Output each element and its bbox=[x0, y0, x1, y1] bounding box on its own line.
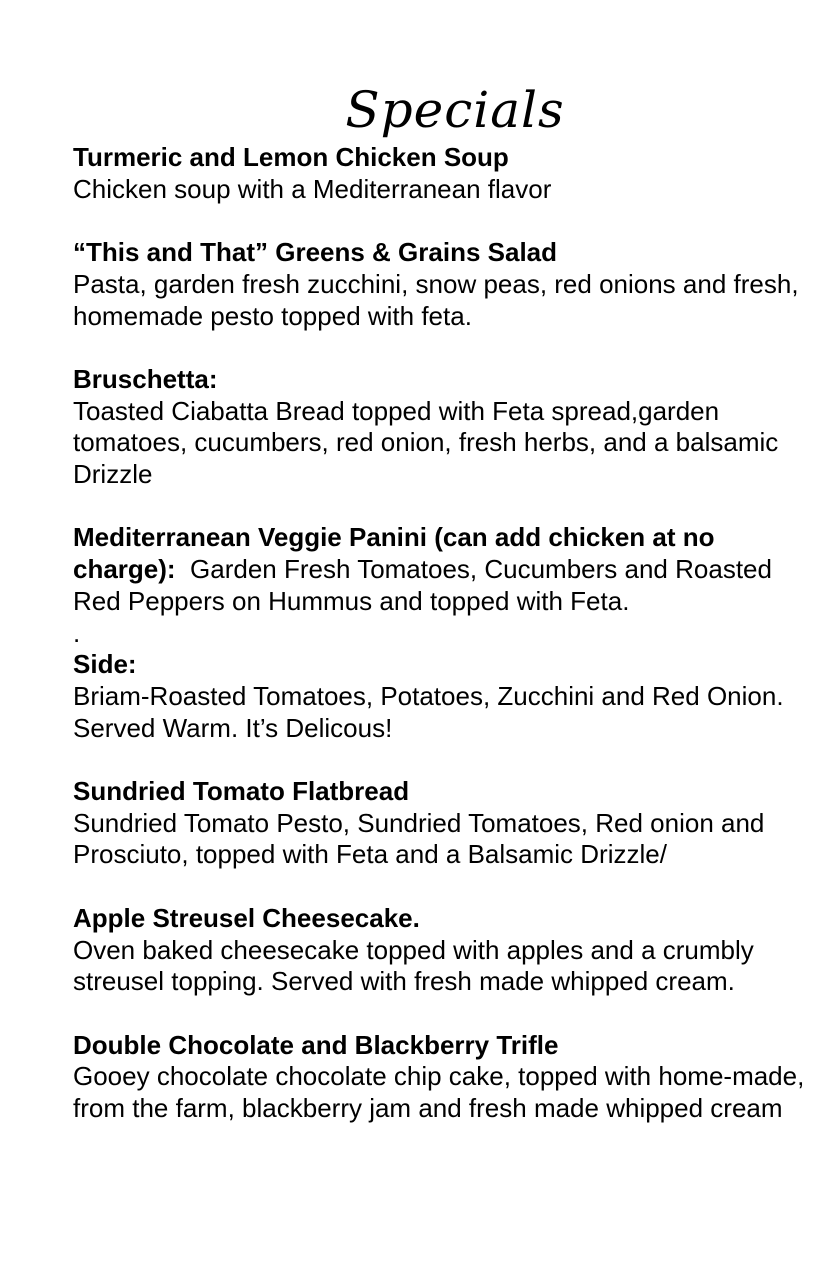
spacer bbox=[73, 491, 823, 523]
spacer bbox=[73, 332, 823, 364]
spacer bbox=[73, 871, 823, 903]
menu-item-cheesecake bbox=[73, 903, 823, 998]
menu-item-description: Sundried Tomato Pesto, Sundried Tomatoes, Red onion and Prosciuto, topped with Feta and a Balsamic Drizzle/ bbox=[73, 807, 765, 870]
menu-item-description: Chicken soup with a Mediterranean flavor bbox=[73, 173, 552, 204]
menu-item-description: Gooey chocolate chocolate chip cake, topped with home-made, from the farm, blackberry jam and fresh made whipped cream bbox=[73, 1061, 805, 1123]
menu-item-title: Turmeric and Lemon Chicken Soup bbox=[73, 142, 509, 172]
menu-item-description: Briam-Roasted Tomatoes, Potatoes, Zucchini and Red Onion. Served Warm. It’s Delicous! bbox=[73, 680, 784, 743]
stray-dot: . bbox=[73, 617, 81, 648]
menu-item-panini bbox=[73, 522, 823, 617]
menu-item-title: Apple Streusel Cheesecake. bbox=[73, 902, 420, 933]
specials-menu bbox=[73, 78, 823, 1125]
menu-item-description: Oven baked cheesecake topped with apples and a crumbly streusel topping. Served with fresh made whipped cream. bbox=[73, 934, 754, 997]
menu-item-bruschetta bbox=[73, 364, 823, 491]
menu-item-description: Pasta, garden fresh zucchini, snow peas, red onions and fresh, homemade pesto topped with feta. bbox=[73, 268, 799, 331]
spacer bbox=[73, 205, 823, 237]
menu-item-soup bbox=[73, 142, 823, 205]
menu-item-trifle bbox=[73, 1030, 823, 1125]
spacer bbox=[73, 998, 823, 1030]
menu-item-title: Mediterranean Veggie Panini (can add chicken at no charge): bbox=[73, 522, 715, 585]
menu-item-title: Double Chocolate and Blackberry Trifle bbox=[73, 1029, 559, 1060]
menu-item-title: Side: bbox=[73, 649, 137, 680]
menu-item-flatbread bbox=[73, 776, 823, 871]
menu-item-title: Sundried Tomato Flatbread bbox=[73, 776, 410, 806]
menu-item-side bbox=[73, 649, 823, 744]
page-title: Specials bbox=[345, 81, 565, 139]
spacer bbox=[73, 744, 823, 776]
menu-item-title: Bruschetta: bbox=[73, 363, 218, 394]
menu-item-title: “This and That” Greens & Grains Salad bbox=[73, 237, 558, 268]
menu-item-description: Garden Fresh Tomatoes, Cucumbers and Roasted Red Peppers on Hummus and topped with Feta. bbox=[73, 554, 772, 616]
menu-item-description: Toasted Ciabatta Bread topped with Feta spread,garden tomatoes, cucumbers, red onion, fresh herbs, and a balsamic Drizzle bbox=[73, 395, 779, 489]
menu-item-salad bbox=[73, 237, 823, 332]
